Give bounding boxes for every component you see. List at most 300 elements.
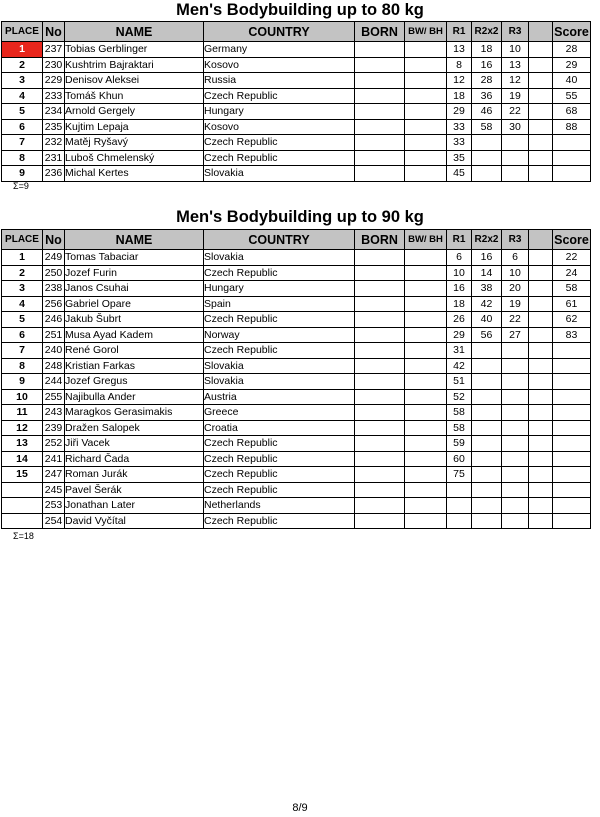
cell-r2x2	[472, 150, 502, 166]
cell-name: Pavel Šerák	[65, 482, 204, 498]
header-no: No	[43, 22, 65, 42]
cell-place: 5	[2, 104, 43, 120]
cell-name: Kristian Farkas	[65, 358, 204, 374]
header-born: BORN	[355, 22, 405, 42]
athlete-count: Σ=9	[13, 181, 29, 191]
header-bwbh: BW/ BH	[405, 22, 447, 42]
cell-score: 61	[553, 296, 591, 312]
cell-blank	[529, 467, 553, 483]
cell-score	[553, 389, 591, 405]
cell-born	[355, 73, 405, 89]
cell-country: Czech Republic	[204, 436, 355, 452]
cell-no: 243	[43, 405, 65, 421]
cell-score	[553, 420, 591, 436]
table-row	[2, 166, 591, 182]
cell-r3: 30	[502, 119, 529, 135]
cell-no: 239	[43, 420, 65, 436]
cell-blank	[529, 513, 553, 529]
cell-born	[355, 42, 405, 58]
cell-score	[553, 467, 591, 483]
cell-country: Austria	[204, 389, 355, 405]
header-bwbh: BW/ BH	[405, 230, 447, 250]
cell-country: Greece	[204, 405, 355, 421]
cell-r3: 22	[502, 104, 529, 120]
cell-r3: 10	[502, 265, 529, 281]
cell-score: 68	[553, 104, 591, 120]
cell-no: 237	[43, 42, 65, 58]
cell-born	[355, 513, 405, 529]
cell-r2x2: 28	[472, 73, 502, 89]
cell-blank	[529, 312, 553, 328]
cell-bwbh	[405, 420, 447, 436]
cell-country: Slovakia	[204, 374, 355, 390]
cell-score: 24	[553, 265, 591, 281]
cell-bwbh	[405, 250, 447, 266]
cell-blank	[529, 374, 553, 390]
cell-score: 55	[553, 88, 591, 104]
cell-r2x2	[472, 467, 502, 483]
cell-bwbh	[405, 312, 447, 328]
cell-place: 15	[2, 467, 43, 483]
cell-no: 236	[43, 166, 65, 182]
cell-score	[553, 513, 591, 529]
cell-r1: 58	[447, 405, 472, 421]
cell-no: 245	[43, 482, 65, 498]
cell-r1: 8	[447, 57, 472, 73]
section-title: Men's Bodybuilding up to 80 kg	[176, 1, 424, 19]
cell-born	[355, 405, 405, 421]
cell-score	[553, 405, 591, 421]
cell-no: 234	[43, 104, 65, 120]
cell-place: 6	[2, 327, 43, 343]
cell-name: Jonathan Later	[65, 498, 204, 514]
cell-score: 58	[553, 281, 591, 297]
table-row	[2, 327, 591, 343]
cell-name: Tomas Tabaciar	[65, 250, 204, 266]
header-name: NAME	[65, 230, 204, 250]
cell-r3	[502, 150, 529, 166]
header-blank	[529, 230, 553, 250]
cell-r2x2: 18	[472, 42, 502, 58]
cell-born	[355, 104, 405, 120]
cell-r1	[447, 498, 472, 514]
cell-country: Czech Republic	[204, 265, 355, 281]
cell-r2x2: 38	[472, 281, 502, 297]
cell-bwbh	[405, 73, 447, 89]
cell-r1	[447, 482, 472, 498]
cell-r3: 13	[502, 57, 529, 73]
cell-r2x2: 14	[472, 265, 502, 281]
cell-r3: 27	[502, 327, 529, 343]
cell-bwbh	[405, 265, 447, 281]
header-place: PLACE	[2, 22, 43, 42]
cell-name: Jiři Vacek	[65, 436, 204, 452]
table-row	[2, 498, 591, 514]
cell-born	[355, 296, 405, 312]
cell-no: 240	[43, 343, 65, 359]
header-country: COUNTRY	[204, 22, 355, 42]
cell-r1: 35	[447, 150, 472, 166]
cell-r1: 58	[447, 420, 472, 436]
cell-place: 9	[2, 166, 43, 182]
cell-r2x2	[472, 405, 502, 421]
cell-no: 233	[43, 88, 65, 104]
table-row	[2, 312, 591, 328]
cell-place: 3	[2, 281, 43, 297]
header-r2x2: R2x2	[472, 230, 502, 250]
cell-country: Hungary	[204, 281, 355, 297]
cell-blank	[529, 42, 553, 58]
cell-name: Jozef Gregus	[65, 374, 204, 390]
cell-r1: 29	[447, 104, 472, 120]
cell-name: Kujtim Lepaja	[65, 119, 204, 135]
cell-r1: 18	[447, 88, 472, 104]
cell-blank	[529, 250, 553, 266]
cell-place: 5	[2, 312, 43, 328]
header-r3: R3	[502, 230, 529, 250]
table-row	[2, 57, 591, 73]
table-row	[2, 436, 591, 452]
cell-country: Czech Republic	[204, 343, 355, 359]
cell-born	[355, 327, 405, 343]
cell-place: 4	[2, 296, 43, 312]
cell-r2x2: 58	[472, 119, 502, 135]
cell-r2x2	[472, 436, 502, 452]
cell-bwbh	[405, 343, 447, 359]
cell-blank	[529, 420, 553, 436]
cell-score	[553, 436, 591, 452]
cell-blank	[529, 343, 553, 359]
cell-country: Slovakia	[204, 250, 355, 266]
cell-country: Slovakia	[204, 166, 355, 182]
cell-country: Norway	[204, 327, 355, 343]
cell-r3: 20	[502, 281, 529, 297]
cell-country: Czech Republic	[204, 88, 355, 104]
cell-country: Czech Republic	[204, 513, 355, 529]
cell-no: 252	[43, 436, 65, 452]
cell-country: Czech Republic	[204, 312, 355, 328]
cell-country: Czech Republic	[204, 150, 355, 166]
cell-r1: 29	[447, 327, 472, 343]
cell-blank	[529, 104, 553, 120]
cell-no: 251	[43, 327, 65, 343]
cell-blank	[529, 73, 553, 89]
cell-bwbh	[405, 281, 447, 297]
cell-no: 249	[43, 250, 65, 266]
cell-r3: 19	[502, 88, 529, 104]
cell-place: 10	[2, 389, 43, 405]
cell-r1: 16	[447, 281, 472, 297]
cell-r1: 13	[447, 42, 472, 58]
cell-born	[355, 343, 405, 359]
cell-place: 11	[2, 405, 43, 421]
header-row	[2, 230, 591, 250]
athlete-count: Σ=18	[13, 531, 34, 541]
cell-r2x2	[472, 343, 502, 359]
cell-bwbh	[405, 467, 447, 483]
cell-r2x2: 46	[472, 104, 502, 120]
header-row	[2, 22, 591, 42]
cell-bwbh	[405, 513, 447, 529]
cell-r3: 22	[502, 312, 529, 328]
cell-born	[355, 451, 405, 467]
cell-r3	[502, 498, 529, 514]
cell-r2x2	[472, 135, 502, 151]
page-number: 8/9	[292, 802, 308, 814]
cell-blank	[529, 265, 553, 281]
cell-country: Czech Republic	[204, 135, 355, 151]
cell-place	[2, 513, 43, 529]
cell-name: Najibulla Ander	[65, 389, 204, 405]
cell-blank	[529, 327, 553, 343]
cell-r2x2	[472, 451, 502, 467]
cell-r3	[502, 135, 529, 151]
header-blank	[529, 22, 553, 42]
cell-r1: 60	[447, 451, 472, 467]
cell-r2x2: 40	[472, 312, 502, 328]
cell-place: 6	[2, 119, 43, 135]
cell-score: 62	[553, 312, 591, 328]
cell-born	[355, 166, 405, 182]
cell-no: 230	[43, 57, 65, 73]
table-row	[2, 405, 591, 421]
cell-r2x2: 56	[472, 327, 502, 343]
cell-r3	[502, 358, 529, 374]
section-title: Men's Bodybuilding up to 90 kg	[176, 208, 424, 226]
cell-r1: 26	[447, 312, 472, 328]
cell-no: 255	[43, 389, 65, 405]
table-row	[2, 250, 591, 266]
cell-no: 232	[43, 135, 65, 151]
cell-bwbh	[405, 482, 447, 498]
cell-r2x2	[472, 498, 502, 514]
cell-r1: 31	[447, 343, 472, 359]
header-born: BORN	[355, 230, 405, 250]
cell-born	[355, 482, 405, 498]
cell-no: 246	[43, 312, 65, 328]
cell-no: 241	[43, 451, 65, 467]
cell-country: Slovakia	[204, 358, 355, 374]
cell-r1: 51	[447, 374, 472, 390]
cell-r1: 59	[447, 436, 472, 452]
cell-name: Musa Ayad Kadem	[65, 327, 204, 343]
cell-country: Czech Republic	[204, 467, 355, 483]
cell-name: Roman Jurák	[65, 467, 204, 483]
cell-born	[355, 436, 405, 452]
cell-name: David Vyčítal	[65, 513, 204, 529]
table-row	[2, 42, 591, 58]
cell-place	[2, 498, 43, 514]
cell-place: 8	[2, 358, 43, 374]
cell-bwbh	[405, 327, 447, 343]
cell-bwbh	[405, 57, 447, 73]
cell-bwbh	[405, 150, 447, 166]
cell-name: Denisov Aleksei	[65, 73, 204, 89]
cell-r3	[502, 420, 529, 436]
cell-blank	[529, 451, 553, 467]
cell-r2x2	[472, 374, 502, 390]
cell-score	[553, 358, 591, 374]
cell-r3	[502, 374, 529, 390]
cell-no: 229	[43, 73, 65, 89]
table-row	[2, 513, 591, 529]
cell-bwbh	[405, 42, 447, 58]
cell-score: 29	[553, 57, 591, 73]
cell-born	[355, 389, 405, 405]
table-row	[2, 451, 591, 467]
cell-r3	[502, 467, 529, 483]
cell-r3	[502, 513, 529, 529]
results-table	[1, 229, 591, 529]
cell-r1: 75	[447, 467, 472, 483]
cell-born	[355, 374, 405, 390]
table-row	[2, 281, 591, 297]
cell-name: Jakub Šubrt	[65, 312, 204, 328]
table-row	[2, 467, 591, 483]
cell-blank	[529, 57, 553, 73]
cell-r3: 19	[502, 296, 529, 312]
cell-r1: 45	[447, 166, 472, 182]
cell-blank	[529, 88, 553, 104]
cell-name: Tobias Gerblinger	[65, 42, 204, 58]
header-no: No	[43, 230, 65, 250]
header-country: COUNTRY	[204, 230, 355, 250]
cell-born	[355, 281, 405, 297]
cell-r1: 10	[447, 265, 472, 281]
cell-r2x2	[472, 358, 502, 374]
cell-bwbh	[405, 88, 447, 104]
cell-place: 3	[2, 73, 43, 89]
cell-r1: 6	[447, 250, 472, 266]
cell-country: Kosovo	[204, 57, 355, 73]
cell-no: 253	[43, 498, 65, 514]
cell-score	[553, 150, 591, 166]
cell-place: 7	[2, 135, 43, 151]
cell-place: 14	[2, 451, 43, 467]
cell-score	[553, 374, 591, 390]
cell-bwbh	[405, 296, 447, 312]
cell-born	[355, 150, 405, 166]
cell-r3	[502, 405, 529, 421]
cell-r2x2: 36	[472, 88, 502, 104]
cell-blank	[529, 405, 553, 421]
cell-score	[553, 135, 591, 151]
cell-born	[355, 119, 405, 135]
cell-country: Czech Republic	[204, 482, 355, 498]
cell-country: Russia	[204, 73, 355, 89]
cell-no: 254	[43, 513, 65, 529]
cell-r2x2: 16	[472, 250, 502, 266]
cell-blank	[529, 166, 553, 182]
cell-no: 250	[43, 265, 65, 281]
cell-born	[355, 135, 405, 151]
cell-r2x2	[472, 420, 502, 436]
header-r2x2: R2x2	[472, 22, 502, 42]
table-row	[2, 358, 591, 374]
cell-place: 2	[2, 57, 43, 73]
cell-name: Kushtrim Bajraktari	[65, 57, 204, 73]
table-row	[2, 150, 591, 166]
cell-country: Croatia	[204, 420, 355, 436]
cell-r2x2: 42	[472, 296, 502, 312]
cell-score: 28	[553, 42, 591, 58]
cell-r3	[502, 451, 529, 467]
cell-blank	[529, 436, 553, 452]
cell-score	[553, 482, 591, 498]
cell-place: 4	[2, 88, 43, 104]
cell-no: 247	[43, 467, 65, 483]
cell-place: 1	[2, 250, 43, 266]
cell-blank	[529, 389, 553, 405]
cell-country: Spain	[204, 296, 355, 312]
table-row	[2, 296, 591, 312]
table-row	[2, 104, 591, 120]
cell-name: Gabriel Opare	[65, 296, 204, 312]
cell-country: Germany	[204, 42, 355, 58]
cell-bwbh	[405, 119, 447, 135]
cell-r1	[447, 513, 472, 529]
cell-r3	[502, 436, 529, 452]
cell-blank	[529, 135, 553, 151]
cell-born	[355, 88, 405, 104]
cell-name: Arnold Gergely	[65, 104, 204, 120]
cell-place: 13	[2, 436, 43, 452]
cell-name: Richard Čada	[65, 451, 204, 467]
cell-name: Janos Csuhai	[65, 281, 204, 297]
cell-born	[355, 420, 405, 436]
cell-score: 88	[553, 119, 591, 135]
table-row	[2, 73, 591, 89]
cell-bwbh	[405, 498, 447, 514]
table-row	[2, 420, 591, 436]
cell-country: Czech Republic	[204, 451, 355, 467]
header-r1: R1	[447, 22, 472, 42]
cell-name: Michal Kertes	[65, 166, 204, 182]
cell-blank	[529, 296, 553, 312]
cell-born	[355, 57, 405, 73]
cell-born	[355, 498, 405, 514]
cell-score: 40	[553, 73, 591, 89]
cell-blank	[529, 498, 553, 514]
cell-born	[355, 467, 405, 483]
cell-r3: 12	[502, 73, 529, 89]
cell-r1: 12	[447, 73, 472, 89]
cell-r2x2	[472, 166, 502, 182]
cell-r3	[502, 166, 529, 182]
cell-place: 2	[2, 265, 43, 281]
cell-no: 231	[43, 150, 65, 166]
cell-r1: 18	[447, 296, 472, 312]
cell-born	[355, 358, 405, 374]
cell-no: 238	[43, 281, 65, 297]
cell-bwbh	[405, 389, 447, 405]
cell-score	[553, 343, 591, 359]
table-row	[2, 265, 591, 281]
cell-r1: 42	[447, 358, 472, 374]
cell-r3: 6	[502, 250, 529, 266]
cell-name: Jozef Furin	[65, 265, 204, 281]
cell-blank	[529, 482, 553, 498]
cell-bwbh	[405, 405, 447, 421]
cell-no: 244	[43, 374, 65, 390]
cell-name: Tomáš Khun	[65, 88, 204, 104]
cell-r2x2	[472, 513, 502, 529]
cell-country: Hungary	[204, 104, 355, 120]
cell-born	[355, 312, 405, 328]
table-row	[2, 482, 591, 498]
cell-place: 9	[2, 374, 43, 390]
cell-no: 235	[43, 119, 65, 135]
